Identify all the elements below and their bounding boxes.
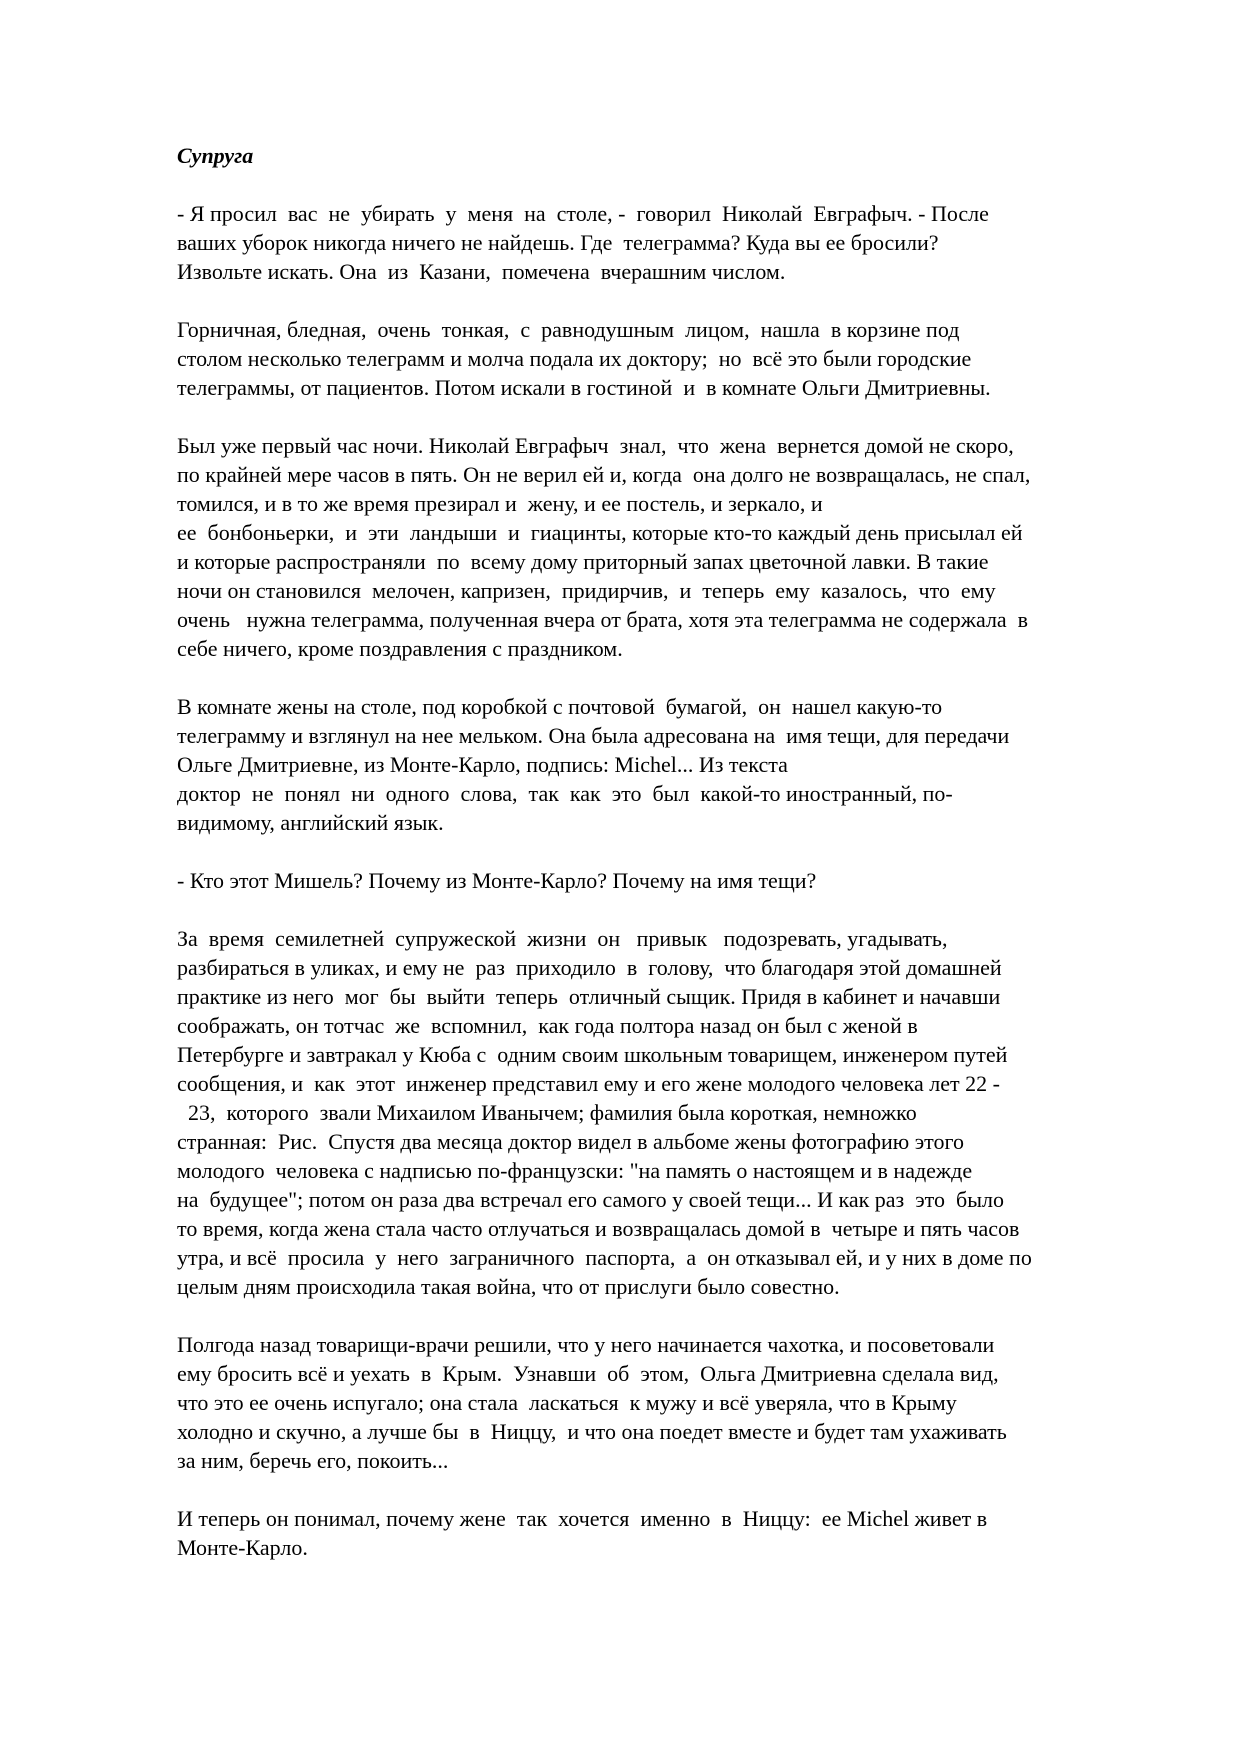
text-line: столом несколько телеграмм и молча подала их доктору; но всё это были городские — [177, 346, 972, 371]
text-line: практике из него мог бы выйти теперь отличный сыщик. Придя в кабинет и начавши — [177, 984, 1001, 1009]
text-line: по крайней мере часов в пять. Он не верил ей и, когда она долго не возвращалась, не спал, — [177, 462, 1031, 487]
text-line: очень нужна телеграмма, полученная вчера от брата, хотя эта телеграмма не содержала в — [177, 607, 1029, 632]
text-line: молодого человека с надписью по-французски: "на память о настоящем и в надежде — [177, 1158, 973, 1183]
paragraph-4 — [177, 692, 1167, 837]
paragraph-3 — [177, 431, 1167, 663]
text-line: холодно и скучно, а лучше бы в Ниццу, и что она поедет вместе и будет там ухаживать — [177, 1419, 1007, 1444]
text-line: В комнате жены на столе, под коробкой с почтовой бумагой, он нашел какую-то — [177, 694, 943, 719]
paragraph-1 — [177, 199, 1167, 286]
text-line: утра, и всё просила у него заграничного паспорта, а он отказывал ей, и у них в доме по — [177, 1245, 1032, 1270]
text-line: странная: Рис. Спустя два месяца доктор видел в альбоме жены фотографию этого — [177, 1129, 964, 1154]
text-line: за ним, беречь его, покоить... — [177, 1448, 449, 1473]
text-line: Ольге Дмитриевне, из Монте-Карло, подпись: Michel... Из текста — [177, 752, 788, 777]
text-line: на будущее"; потом он раза два встречал его самого у своей тещи... И как раз это было — [177, 1187, 1004, 1212]
text-line: Монте-Карло. — [177, 1535, 308, 1560]
text-line: ее бонбоньерки, и эти ландыши и гиацинты, которые кто-то каждый день присылал ей — [177, 520, 1023, 545]
text-line: телеграмму и взглянул на нее мельком. Она была адресована на имя тещи, для передачи — [177, 723, 1010, 748]
text-line: целым дням происходила такая война, что от прислуги было совестно. — [177, 1274, 840, 1299]
text-line: - Кто этот Мишель? Почему из Монте-Карло? Почему на имя тещи? — [177, 868, 817, 893]
text-line: и которые распространяли по всему дому приторный запах цветочной лавки. В такие — [177, 549, 989, 574]
text-line: 23, которого звали Михаилом Иванычем; фамилия была короткая, немножко — [177, 1100, 917, 1125]
text-line: себе ничего, кроме поздравления с праздником. — [177, 636, 623, 661]
text-line: сообщения, и как этот инженер представил ему и его жене молодого человека лет 22 - — [177, 1071, 1000, 1096]
text-line: Горничная, бледная, очень тонкая, с равнодушным лицом, нашла в корзине под — [177, 317, 960, 342]
text-line: видимому, английский язык. — [177, 810, 444, 835]
text-line: Полгода назад товарищи-врачи решили, что у него начинается чахотка, и посоветовали — [177, 1332, 995, 1357]
text-line: телеграммы, от пациентов. Потом искали в гостиной и в комнате Ольги Дмитриевны. — [177, 375, 991, 400]
paragraph-2 — [177, 315, 1167, 402]
text-line: доктор не понял ни одного слова, так как это был какой-то иностранный, по- — [177, 781, 953, 806]
text-line: - Я просил вас не убирать у меня на столе, - говорил Николай Евграфыч. - После — [177, 201, 989, 226]
document-title: Супруга — [177, 143, 254, 168]
text-line: ему бросить всё и уехать в Крым. Узнавши об этом, Ольга Дмитриевна сделала вид, — [177, 1361, 999, 1386]
paragraph-8 — [177, 1504, 1167, 1562]
text-line: Был уже первый час ночи. Николай Евграфыч знал, что жена вернется домой не скоро, — [177, 433, 1014, 458]
text-line: разбираться в уликах, и ему не раз приходило в голову, что благодаря этой домашней — [177, 955, 1002, 980]
text-line: соображать, он тотчас же вспомнил, как года полтора назад он был с женой в — [177, 1013, 918, 1038]
text-line: что это ее очень испугало; она стала ласкаться к мужу и всё уверяла, что в Крыму — [177, 1390, 957, 1415]
text-line: то время, когда жена стала часто отлучаться и возвращалась домой в четыре и пять часов — [177, 1216, 1020, 1241]
text-line: И теперь он понимал, почему жене так хочется именно в Ниццу: ее Michel живет в — [177, 1506, 988, 1531]
text-line: ваших уборок никогда ничего не найдешь. Где телеграмма? Куда вы ее бросили? — [177, 230, 939, 255]
document-body — [177, 141, 1167, 1591]
text-line: ночи он становился мелочен, капризен, придирчив, и теперь ему казалось, что ему — [177, 578, 996, 603]
text-line: томился, и в то же время презирал и жену, и ее постель, и зеркало, и — [177, 491, 823, 516]
paragraph-5 — [177, 866, 1167, 895]
paragraph-7 — [177, 1330, 1167, 1475]
paragraph-6 — [177, 924, 1167, 1301]
text-line: Петербурге и завтракал у Кюба с одним своим школьным товарищем, инженером путей — [177, 1042, 1008, 1067]
text-line: За время семилетней супружеской жизни он привык подозревать, угадывать, — [177, 926, 948, 951]
text-line: Извольте искать. Она из Казани, помечена вчерашним числом. — [177, 259, 786, 284]
